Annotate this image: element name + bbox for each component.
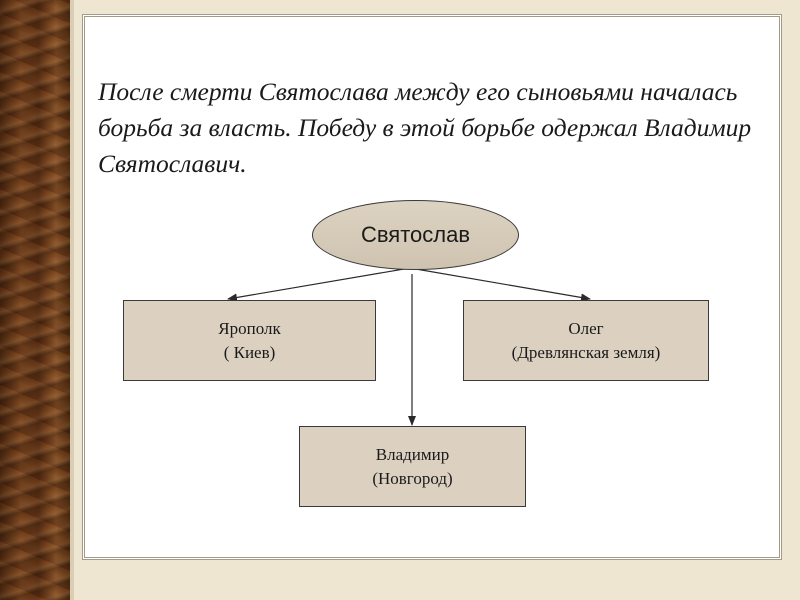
node-oleg-name: Олег — [568, 318, 604, 338]
strip-divider — [70, 0, 74, 600]
slide-heading: После смерти Святослава между его сыновьями началась борьба за власть. Победу в этой борьбе одержал Владимир Святославич. — [98, 77, 752, 178]
node-vladimir-name: Владимир — [375, 444, 450, 464]
node-yaropolk-region: ( Киев) — [223, 342, 276, 362]
node-oleg — [463, 300, 709, 381]
node-yaropolk — [123, 300, 376, 381]
node-oleg-region: (Древлянская земля) — [511, 342, 661, 362]
node-vladimir-region: (Новгород) — [372, 468, 453, 488]
root-node-svyatoslav — [312, 200, 519, 270]
node-yaropolk-name: Ярополк — [218, 318, 281, 338]
decorative-wood-strip — [0, 0, 70, 600]
node-vladimir — [299, 426, 526, 507]
root-node-label: Святослав — [360, 222, 471, 247]
